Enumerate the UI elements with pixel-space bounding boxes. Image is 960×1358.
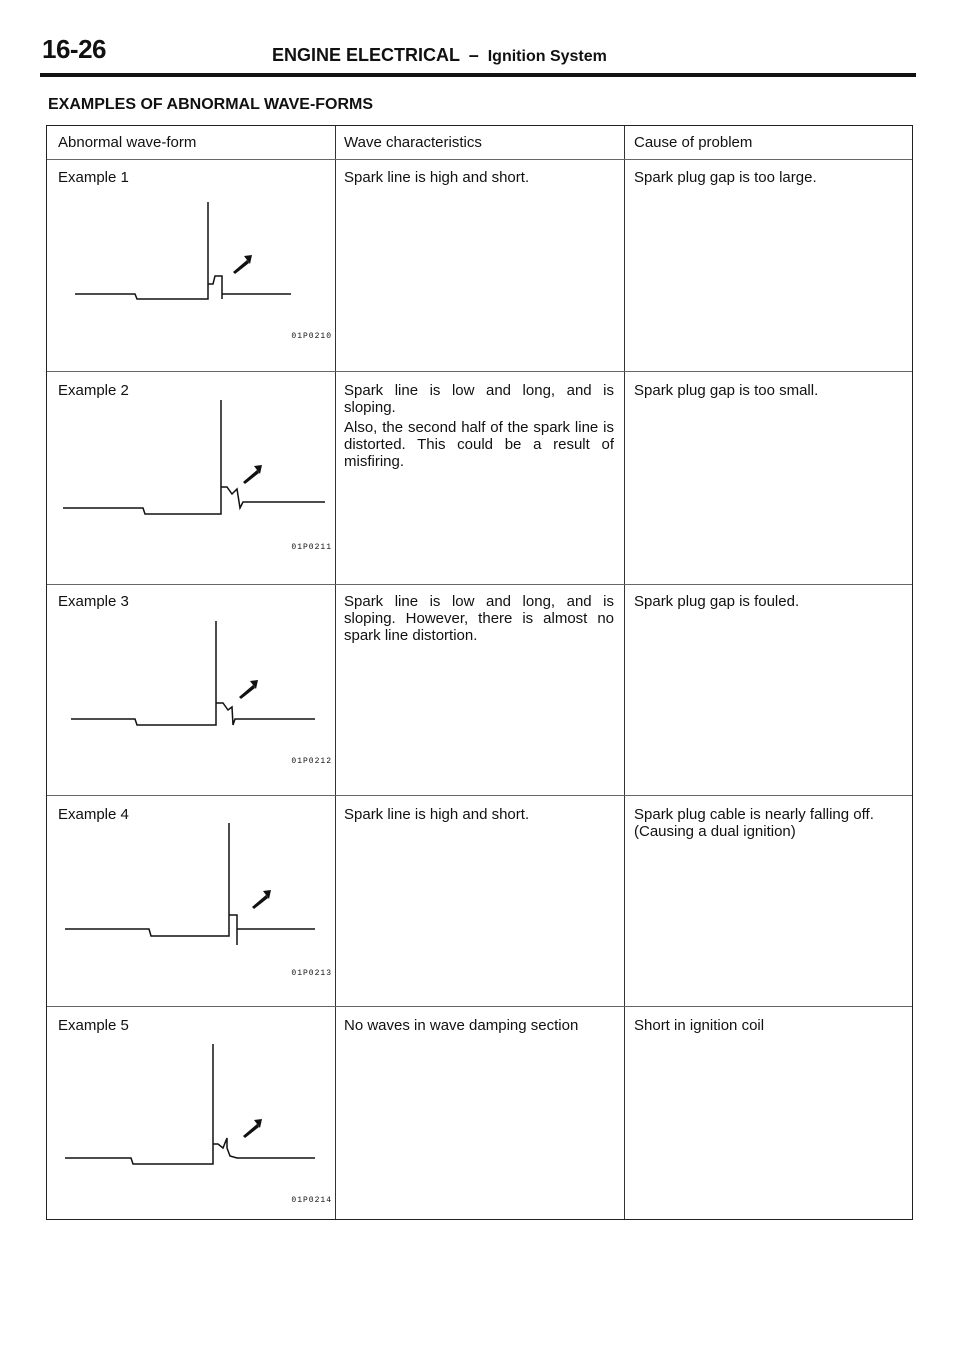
cause-of-problem [634, 593, 909, 610]
cause-text: Short in ignition coil [634, 1017, 765, 1034]
waveform-graph [47, 611, 336, 771]
cause-of-problem [634, 169, 909, 186]
wave-characteristics [344, 382, 614, 473]
header-divider [47, 159, 912, 160]
header-title [272, 45, 607, 66]
example-label: Example 4 [58, 806, 129, 823]
example-label: Example 3 [58, 593, 129, 610]
characteristics-text: Spark line is high and short. [344, 169, 530, 186]
title-separator: – [468, 45, 479, 65]
wave-characteristics [344, 169, 614, 189]
waveform-graph [47, 398, 336, 558]
waveform-table [46, 125, 913, 1220]
column-header: Abnormal wave-form [58, 134, 197, 151]
waveform-figure [47, 398, 336, 578]
characteristics-text: No waves in wave damping section [344, 1017, 579, 1034]
waveform-graph [47, 186, 336, 346]
cause-text: Spark plug gap is too small. [634, 382, 819, 399]
figure-code: 01P0212 [291, 757, 332, 766]
waveform-figure [47, 611, 336, 791]
waveform-figure [47, 1036, 336, 1216]
header-rule [40, 73, 916, 77]
figure-code: 01P0213 [291, 969, 332, 978]
column-divider [624, 126, 625, 1219]
example-label: Example 2 [58, 382, 129, 399]
waveform-figure [47, 821, 336, 1001]
row-divider [47, 371, 912, 372]
row-divider [47, 1006, 912, 1007]
characteristics-text: Also, the second half of the spark line is distorted. This could be a result of misfiring. [344, 419, 614, 470]
characteristics-text: Spark line is low and long, and is sloping. However, there is almost no spark line distortion. [344, 593, 614, 644]
cause-text: Spark plug gap is too large. [634, 169, 817, 186]
example-label: Example 1 [58, 169, 129, 186]
cause-text: Spark plug cable is nearly falling off. [634, 806, 874, 823]
section-title: EXAMPLES OF ABNORMAL WAVE-FORMS [48, 96, 374, 113]
cause-of-problem [634, 382, 909, 399]
cause-text: (Causing a dual ignition) [634, 823, 796, 840]
cause-of-problem [634, 1017, 909, 1034]
column-header: Cause of problem [634, 134, 753, 151]
page-number: 16-26 [42, 34, 106, 64]
waveform-graph [47, 821, 336, 981]
row-divider [47, 584, 912, 585]
cause-of-problem [634, 806, 909, 840]
column-header: Wave characteristics [344, 134, 482, 151]
wave-characteristics [344, 593, 614, 647]
section-name: Ignition System [487, 48, 607, 65]
cause-text: Spark plug gap is fouled. [634, 593, 800, 610]
figure-code: 01P0214 [291, 1196, 332, 1205]
wave-characteristics [344, 1017, 614, 1037]
wave-characteristics [344, 806, 614, 826]
waveform-graph [47, 1036, 336, 1196]
row-divider [47, 795, 912, 796]
characteristics-text: Spark line is high and short. [344, 806, 530, 823]
characteristics-text: Spark line is low and long, and is sloping. [344, 382, 614, 416]
figure-code: 01P0211 [291, 543, 332, 552]
figure-code: 01P0210 [291, 332, 332, 341]
chapter-title: ENGINE ELECTRICAL [272, 45, 460, 65]
example-label: Example 5 [58, 1017, 129, 1034]
waveform-figure [47, 186, 336, 366]
